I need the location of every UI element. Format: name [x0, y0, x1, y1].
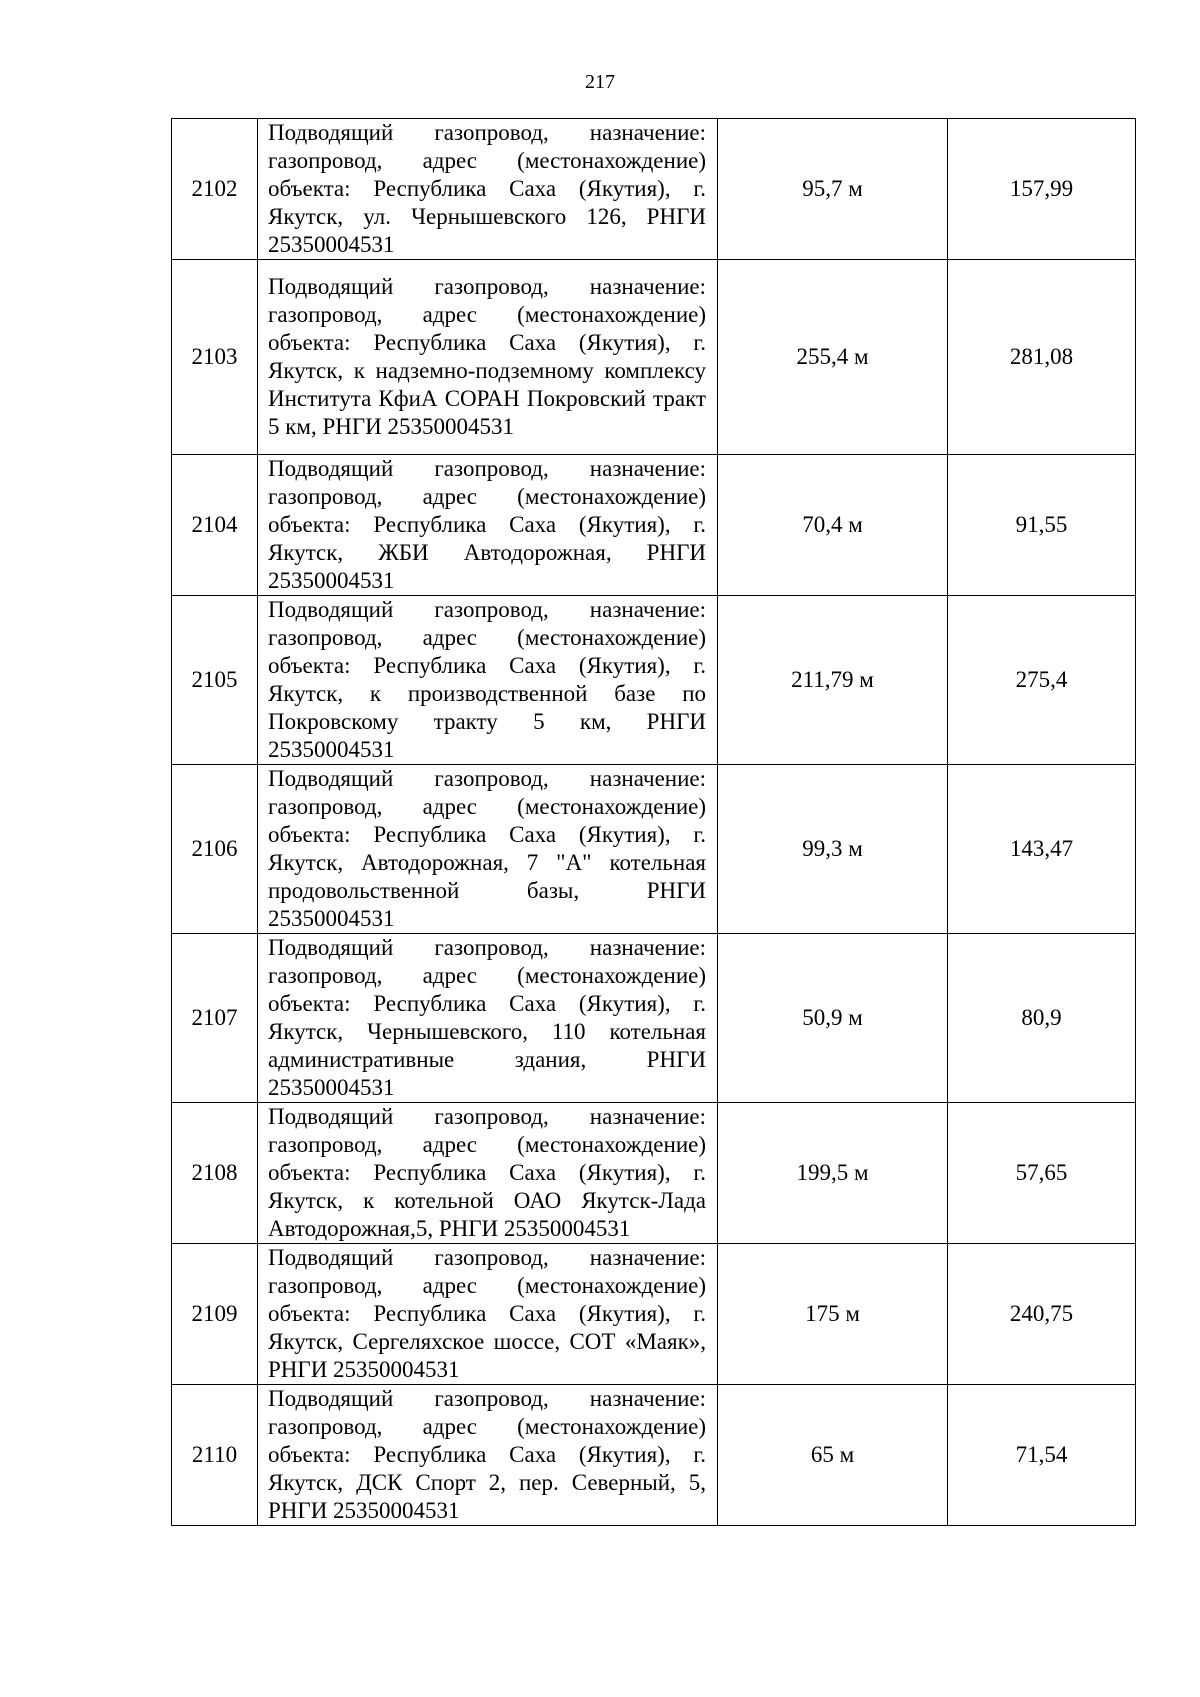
row-number: 2107 [172, 934, 258, 1103]
pipeline-length: 211,79 м [718, 596, 948, 765]
pipeline-length: 70,4 м [718, 455, 948, 596]
object-description [258, 119, 718, 260]
table-row [172, 1385, 1136, 1526]
object-description-text: Подводящий газопровод, назначение: газопровод, адрес (местонахождение) объекта: Республика Саха (Якутия), г. Якутск, ЖБИ Автодорожная, РНГИ 25350004531 [268, 456, 706, 593]
object-value: 143,47 [948, 765, 1136, 934]
table-row [172, 596, 1136, 765]
row-number: 2108 [172, 1103, 258, 1244]
object-description [258, 455, 718, 596]
object-description-text: Подводящий газопровод, назначение: газопровод, адрес (местонахождение) объекта: Республика Саха (Якутия), г. Якутск, к котельной ОАО Якутск-Лада Автодорожная,5, РНГИ 25350004531 [268, 1104, 706, 1241]
row-number: 2106 [172, 765, 258, 934]
row-number: 2110 [172, 1385, 258, 1526]
pipeline-length: 199,5 м [718, 1103, 948, 1244]
object-value: 275,4 [948, 596, 1136, 765]
page-number: 217 [585, 71, 615, 93]
object-description-text: Подводящий газопровод, назначение: газопровод, адрес (местонахождение) объекта: Республика Саха (Якутия), г. Якутск, Автодорожная, 7 "А" котельная продовольственной базы, РНГИ 25350004531 [268, 766, 706, 931]
row-number: 2109 [172, 1244, 258, 1385]
object-value: 80,9 [948, 934, 1136, 1103]
object-description [258, 934, 718, 1103]
table-row [172, 455, 1136, 596]
row-number: 2105 [172, 596, 258, 765]
property-table [171, 118, 1136, 1526]
object-value: 157,99 [948, 119, 1136, 260]
pipeline-length: 50,9 м [718, 934, 948, 1103]
object-description [258, 1244, 718, 1385]
object-description [258, 765, 718, 934]
table-row [172, 934, 1136, 1103]
object-description-text: Подводящий газопровод, назначение: газопровод, адрес (местонахождение) объекта: Республика Саха (Якутия), г. Якутск, Сергеляхское шоссе, СОТ «Маяк», РНГИ 25350004531 [268, 1245, 706, 1382]
object-value: 57,65 [948, 1103, 1136, 1244]
row-number: 2103 [172, 260, 258, 455]
table-row [172, 1103, 1136, 1244]
pipeline-length: 255,4 м [718, 260, 948, 455]
object-description [258, 1385, 718, 1526]
object-description [258, 1103, 718, 1244]
object-description [258, 596, 718, 765]
object-description-text: Подводящий газопровод, назначение: газопровод, адрес (местонахождение) объекта: Республика Саха (Якутия), г. Якутск, Чернышевского, 110 котельная административные здания, РНГИ 25350004531 [268, 935, 706, 1100]
table-row [172, 1244, 1136, 1385]
object-description-text: Подводящий газопровод, назначение: газопровод, адрес (местонахождение) объекта: Республика Саха (Якутия), г. Якутск, к производственной базе по Покровскому тракту 5 км, РНГИ 25350004531 [268, 597, 706, 762]
pipeline-length: 99,3 м [718, 765, 948, 934]
pipeline-length: 65 м [718, 1385, 948, 1526]
pipeline-length: 175 м [718, 1244, 948, 1385]
object-description-text: Подводящий газопровод, назначение: газопровод, адрес (местонахождение) объекта: Республика Саха (Якутия), г. Якутск, ДСК Спорт 2, пер. Северный, 5, РНГИ 25350004531 [268, 1386, 706, 1523]
row-number: 2102 [172, 119, 258, 260]
pipeline-length: 95,7 м [718, 119, 948, 260]
row-number: 2104 [172, 455, 258, 596]
object-value: 281,08 [948, 260, 1136, 455]
table-row [172, 260, 1136, 455]
object-value: 240,75 [948, 1244, 1136, 1385]
table-row [172, 119, 1136, 260]
object-description-text: Подводящий газопровод, назначение: газопровод, адрес (местонахождение) объекта: Республика Саха (Якутия), г. Якутск, ул. Чернышевского 126, РНГИ 25350004531 [268, 120, 706, 257]
object-description [258, 260, 718, 455]
object-value: 71,54 [948, 1385, 1136, 1526]
object-description-text: Подводящий газопровод, назначение: газопровод, адрес (местонахождение) объекта: Республика Саха (Якутия), г. Якутск, к надземно-подземному комплексу Института КфиА СОРАН Покровский тракт 5 км, РНГИ 25350004531 [268, 274, 706, 439]
table-row [172, 765, 1136, 934]
object-value: 91,55 [948, 455, 1136, 596]
